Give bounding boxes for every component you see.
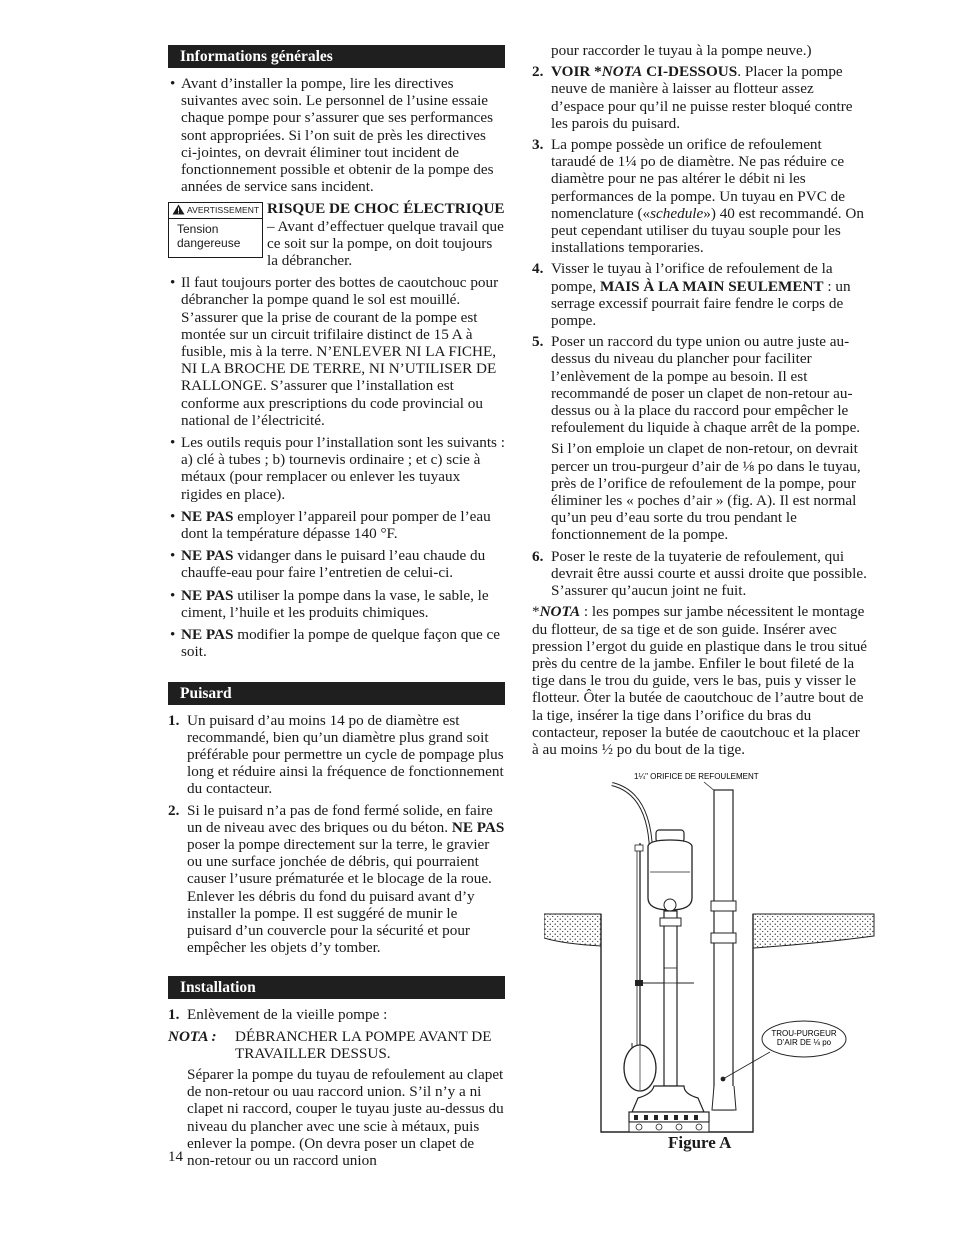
sump-section	[168, 712, 505, 957]
list-item: 5. Poser un raccord du type union ou autre juste au-dessus du niveau du plancher pour faciliter l’enlèvement de la pompe au besoin. Il est recommandé de poser un clapet de non-retour au-dessus ou à la place du raccord pour empêcher le refoulement du liquide à chaque arrêt de la pompe.	[532, 333, 861, 437]
right-column	[532, 42, 870, 758]
pipe-coupling	[711, 901, 736, 911]
discharge-pipe	[714, 790, 733, 1110]
bleed-label-1: TROU-PURGEUR	[771, 1029, 837, 1038]
general-section	[168, 75, 505, 661]
rod-stop	[635, 980, 643, 986]
warning-label-box	[168, 202, 263, 258]
paragraph: Séparer la pompe du tuyau de refoulement au clapet de non-retour ou uau raccord union. S’il n’y a ni clapet ni raccord, couper le tuyau juste au-dessus du niveau du plancher avec une scie à métaux, puis enlever la pompe. (On devra poser un clapet de non-retour ou un raccord union	[187, 1065, 504, 1169]
list-item: • NE PAS vidanger dans le puisard l’eau chaude du chauffe-eau pour faire l’entretien de celui-ci.	[168, 547, 505, 581]
list-item: 3. La pompe possède un orifice de refoulement taraudé de 1¼ po de diamètre. Ne pas réduire ce diamètre pour ne pas altérer le débit ni les performances de la pompe. Un tuyau en PVC de nomenclature («schedule») 40 est recommandé. On peut cependant utiliser du tuyau souple pour les installations temporaries.	[532, 136, 864, 257]
left-column	[168, 45, 505, 1173]
discharge-label: 1¼" ORIFICE DE REFOULEMENT	[634, 772, 759, 781]
warning-box-text: Tension dangereuse	[177, 222, 241, 251]
section-header-sump: Puisard	[168, 682, 505, 705]
list-item: 6. Poser le reste de la tuyaterie de refoulement, qui devrait être aussi courte et aussi droite que possible. S’assurer qu’aucun joint ne fuit.	[532, 547, 867, 600]
list-item: • NE PAS employer l’appareil pour pomper de l’eau dont la température dépasse 140 °F.	[168, 508, 505, 542]
section-header-general: Informations générales	[168, 45, 505, 68]
list-item: 1. Un puisard d’au moins 14 po de diamètre est recommandé, bien qu’un diamètre plus grand soit préférable pour permettre un cycle de pompage plus long et réduire ainsi la fréquence de fonctionnement du contacteur.	[168, 711, 504, 798]
page-number: 14	[168, 1149, 183, 1165]
bleed-label-2: D’AIR DE ⅛ po	[776, 1038, 832, 1047]
warning-block	[168, 200, 505, 269]
list-item: 4. Visser le tuyau à l’orifice de refoulement de la pompe, MAIS À LA MAIN SEULEMENT : un serrage excessif pourrait faire fendre le corps de pompe.	[532, 260, 851, 330]
list-item: • NE PAS modifier la pompe de quelque façon que ce soit.	[168, 626, 505, 660]
install-section	[168, 1006, 505, 1169]
list-item: • Les outils requis pour l’installation sont les suivants : a) clé à tubes ; b) tournevis ordinaire ; et c) scie à métaux (pour remplacer ou enlever les tuyaux rigides en place).	[168, 434, 505, 503]
warning-title: RISQUE DE CHOC ÉLECTRIQUE	[267, 200, 505, 218]
paragraph: pour raccorder le tuyau à la pompe neuve.)	[551, 42, 812, 59]
list-item: 2. Si le puisard n’a pas de fond fermé solide, en faire un de niveau avec des briques ou du béton. NE PAS poser la pompe directement sur la terre, le gravier ou une surface jonchée de débris, qui pourraient causer l’usure prématurée et le blocage de la roue. Enlever les débris du fond du puisard avant d’y installer la pompe. Il est suggéré de munir le puisard d’un couvercle pour la sécurité et pour empêcher les objets d’y tomber.	[168, 801, 505, 957]
warning-label: AVERTISSEMENT	[187, 205, 260, 216]
figure-caption: Figure A	[668, 1133, 732, 1152]
soil-left	[544, 914, 601, 946]
soil-right	[753, 914, 874, 948]
list-item: 2. VOIR *NOTA CI-DESSOUS. Placer la pompe neuve de manière à laisser au flotteur assez d’espace pour qu’il ne puisse rester bloqué contre les parois du puisard.	[532, 63, 853, 132]
warning-text: – Avant d’effectuer quelque travail que ce soit sur la pompe, on doit toujours la débrancher.	[267, 217, 504, 270]
list-item: • NE PAS utiliser la pompe dans la vase, le sable, le ciment, l’huile et les produits chimiques.	[168, 587, 505, 621]
pipe-union	[711, 933, 736, 943]
section-header-install: Installation	[168, 976, 505, 999]
list-item: • Il faut toujours porter des bottes de caoutchouc pour débrancher la pompe quand le sol est mouillé. S’assurer que la prise de courant de la pompe est montée sur un circuit trifilaire distinct de 15 A à fusible, mis à la terre. N’ENLEVER NI LA FICHE, NI LA BROCHE DE TERRE, NI N’UTILISER DE RALLONGE. S’assurer que l’installation est conforme aux prescriptions du code provincial ou national de l’électricité.	[168, 274, 505, 429]
note-paragraph: *NOTA : les pompes sur jambe nécessitent le montage du flotteur, de sa tige et de son guide. Insérer avec pression l’ergot du guide en plastique dans le trou situé près du centre de la jambe. Enfiler le bout fileté de la tige dans le trou du guide, vers le bas, puis y visser le flotteur. Ôter la butée de caoutchouc de l’autre bout de la tige, insérer la tige dans l’orifice du bras du contacteur, reposer la butée de caoutchouc et la placer à au moins ½ po du bout de la tige.	[532, 603, 868, 758]
pipe-elbow	[712, 1086, 736, 1110]
pump-column	[664, 911, 677, 1086]
warning-triangle-icon	[172, 204, 185, 220]
nota-row: NOTA : DÉBRANCHER LA POMPE AVANT DE TRAVAILLER DESSUS.	[168, 1027, 492, 1062]
list-item: • Avant d’installer la pompe, lire les directives suivantes avec soin. Le personnel de l’usine essaie chaque pompe pour s’assurer que ses performances sont appropriées. Si l’on suit de près les directives ci-jointes, on devrait éliminer tout incident de fonctionnement possible et obtenir de la pompe des années de service sans incident.	[168, 75, 505, 195]
paragraph: Si l’on emploie un clapet de non-retour, on devrait percer un trou-purgeur d’air de ⅛ po dans le tuyau, près de l’orifice de refoulement de la pompe, pour éliminer les « poches d’air » (fig. A). Il est normal qu’un peu d’eau sorte du trou pendant le fonctionnement de la pompe.	[551, 440, 861, 544]
figure-a-diagram	[544, 768, 876, 1143]
list-item: 1. Enlèvement de la vieille pompe :	[168, 1006, 388, 1024]
